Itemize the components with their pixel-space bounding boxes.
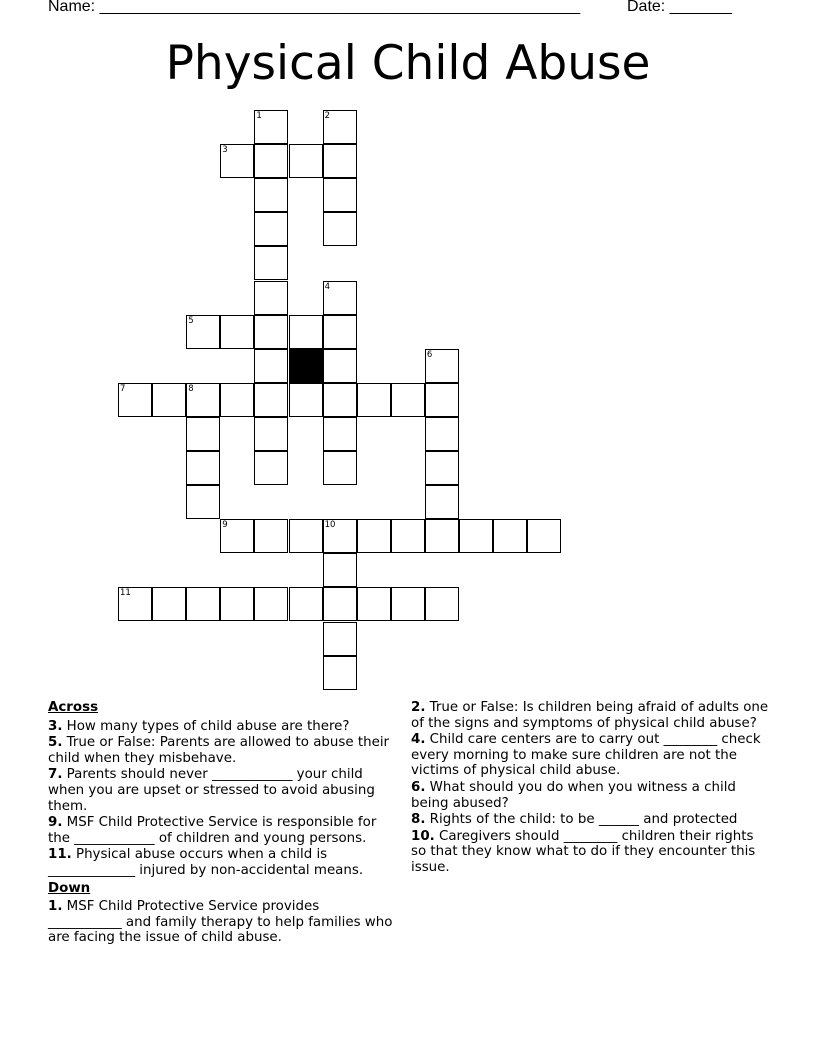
crossword-cell[interactable]	[254, 281, 288, 315]
clue-number: 3.	[48, 718, 63, 734]
crossword-cell[interactable]	[254, 519, 288, 553]
crossword-cell[interactable]	[186, 587, 220, 621]
crossword-cell[interactable]	[493, 519, 527, 553]
clue-text: Physical abuse occurs when a child is _____________ injured by non-accidental means.	[48, 847, 364, 878]
clue-across-9	[48, 815, 393, 846]
clue-text: What should you do when you witness a child being abused?	[411, 779, 736, 811]
crossword-cell[interactable]	[220, 587, 254, 621]
crossword-cell[interactable]	[323, 315, 357, 349]
crossword-cell[interactable]	[220, 383, 254, 417]
clue-down-1	[48, 899, 393, 946]
clue-text: Rights of the child: to be ______ and protected	[429, 812, 738, 828]
clue-number: 11.	[48, 847, 72, 863]
crossword-cell-5[interactable]	[186, 315, 220, 349]
crossword-cell[interactable]	[323, 178, 357, 212]
crossword-cell[interactable]	[254, 451, 288, 485]
clue-text: MSF Child Protective Service provides ___________ and family therapy to help families who are facing the issue of child abuse.	[48, 899, 393, 946]
cell-number: 9	[222, 520, 228, 531]
clue-across-5	[48, 735, 393, 766]
clue-text: MSF Child Protective Service is responsible for the ____________ of children and young persons.	[48, 815, 377, 846]
clue-down-8	[411, 812, 771, 828]
crossword-cell[interactable]	[289, 587, 323, 621]
crossword-cell[interactable]	[391, 519, 425, 553]
crossword-cell-8[interactable]	[186, 383, 220, 417]
across-heading: Across	[48, 700, 99, 715]
clues-left-column	[48, 700, 393, 947]
crossword-cell[interactable]	[323, 553, 357, 587]
crossword-cell[interactable]	[254, 144, 288, 178]
crossword-cell[interactable]	[425, 451, 459, 485]
crossword-cell[interactable]	[254, 315, 288, 349]
crossword-cell[interactable]	[289, 144, 323, 178]
crossword-cell-11[interactable]	[118, 587, 152, 621]
crossword-cell[interactable]	[254, 587, 288, 621]
crossword-cell[interactable]	[289, 315, 323, 349]
cell-number: 11	[120, 588, 131, 599]
clue-number: 7.	[48, 767, 63, 783]
clue-number: 9.	[48, 815, 63, 831]
clue-text: Caregivers should ________ children their rights so that they know what to do if they encounter this issue.	[411, 828, 756, 875]
crossword-cell[interactable]	[220, 315, 254, 349]
crossword-block	[289, 349, 323, 383]
page-title: Physical Child Abuse	[165, 36, 651, 91]
crossword-cell[interactable]	[289, 383, 323, 417]
clue-across-3	[48, 719, 393, 735]
cell-number: 10	[324, 520, 336, 531]
crossword-cell[interactable]	[254, 383, 288, 417]
crossword-cell[interactable]	[323, 144, 357, 178]
clue-text: Parents should never ____________ your child when you are upset or stressed to avoid abusing them.	[48, 767, 375, 814]
crossword-cell[interactable]	[254, 417, 288, 451]
crossword-cell[interactable]	[323, 622, 357, 656]
clue-text: Child care centers are to carry out ________ check every morning to make sure children are not the victims of physical child abuse.	[411, 732, 761, 779]
crossword-cell-10[interactable]	[323, 519, 357, 553]
clue-down-4	[411, 732, 771, 779]
cell-number: 7	[120, 383, 126, 394]
crossword-cell[interactable]	[357, 383, 391, 417]
clue-number: 6.	[411, 779, 426, 795]
crossword-cell[interactable]	[391, 383, 425, 417]
cell-number: 5	[188, 315, 194, 326]
clue-down-2	[411, 700, 771, 731]
cell-number: 6	[426, 349, 433, 360]
cell-number: 8	[188, 383, 194, 394]
crossword-cell[interactable]	[459, 519, 493, 553]
crossword-cell[interactable]	[425, 383, 459, 417]
crossword-cell[interactable]	[254, 349, 288, 383]
crossword-cell[interactable]	[254, 246, 288, 280]
crossword-cell-6[interactable]	[425, 349, 459, 383]
clue-text: True or False: Is children being afraid of adults one of the signs and symptoms of physical child abuse?	[411, 700, 769, 731]
clue-down-10	[411, 829, 771, 876]
crossword-cell-7[interactable]	[118, 383, 152, 417]
crossword-cell-1[interactable]	[254, 110, 288, 144]
crossword-cell[interactable]	[527, 519, 561, 553]
crossword-cell[interactable]	[186, 485, 220, 519]
crossword-cell[interactable]	[323, 451, 357, 485]
crossword-cell[interactable]	[391, 587, 425, 621]
crossword-cell[interactable]	[289, 519, 323, 553]
name-field-label[interactable]: Name: ______________________________________________________	[48, 0, 581, 15]
crossword-cell[interactable]	[425, 417, 459, 451]
crossword-cell[interactable]	[254, 178, 288, 212]
cell-number: 1	[256, 111, 262, 121]
date-field-label[interactable]: Date: _______	[627, 0, 732, 15]
clue-number: 5.	[48, 735, 63, 751]
crossword-cell[interactable]	[323, 587, 357, 621]
crossword-cell[interactable]	[323, 383, 357, 417]
crossword-cell[interactable]	[323, 212, 357, 246]
cell-number: 2	[324, 111, 331, 121]
clue-text: How many types of child abuse are there?	[66, 718, 350, 734]
crossword-cell-3[interactable]	[220, 144, 254, 178]
clue-across-7	[48, 767, 393, 814]
crossword-cell[interactable]	[425, 587, 459, 621]
clue-text: True or False: Parents are allowed to abuse their child when they misbehave.	[48, 735, 390, 766]
crossword-cell[interactable]	[323, 417, 357, 451]
crossword-cell[interactable]	[357, 519, 391, 553]
crossword-cell[interactable]	[425, 519, 459, 553]
clue-across-11	[48, 847, 393, 878]
clue-number: 8.	[411, 812, 426, 828]
cell-number: 3	[222, 145, 228, 156]
crossword-cell-2[interactable]	[323, 110, 357, 144]
clue-number: 2.	[411, 700, 426, 715]
crossword-cell[interactable]	[254, 212, 288, 246]
crossword-cell[interactable]	[357, 587, 391, 621]
clue-down-6	[411, 780, 771, 811]
crossword-cell[interactable]	[152, 587, 186, 621]
down-heading: Down	[48, 880, 91, 896]
crossword-cell[interactable]	[152, 383, 186, 417]
clue-number: 10.	[411, 828, 435, 844]
across-clue-list	[48, 719, 393, 879]
crossword-cell[interactable]	[323, 656, 357, 690]
clue-number: 4.	[411, 732, 426, 748]
crossword-cell[interactable]	[186, 417, 220, 451]
crossword-cell-4[interactable]	[323, 281, 357, 315]
cell-number: 4	[324, 281, 331, 292]
crossword-cell[interactable]	[425, 485, 459, 519]
crossword-cell[interactable]	[323, 349, 357, 383]
crossword-cell[interactable]	[186, 451, 220, 485]
clues-right-column	[411, 700, 771, 877]
clue-number: 1.	[48, 899, 63, 915]
crossword-cell-9[interactable]	[220, 519, 254, 553]
